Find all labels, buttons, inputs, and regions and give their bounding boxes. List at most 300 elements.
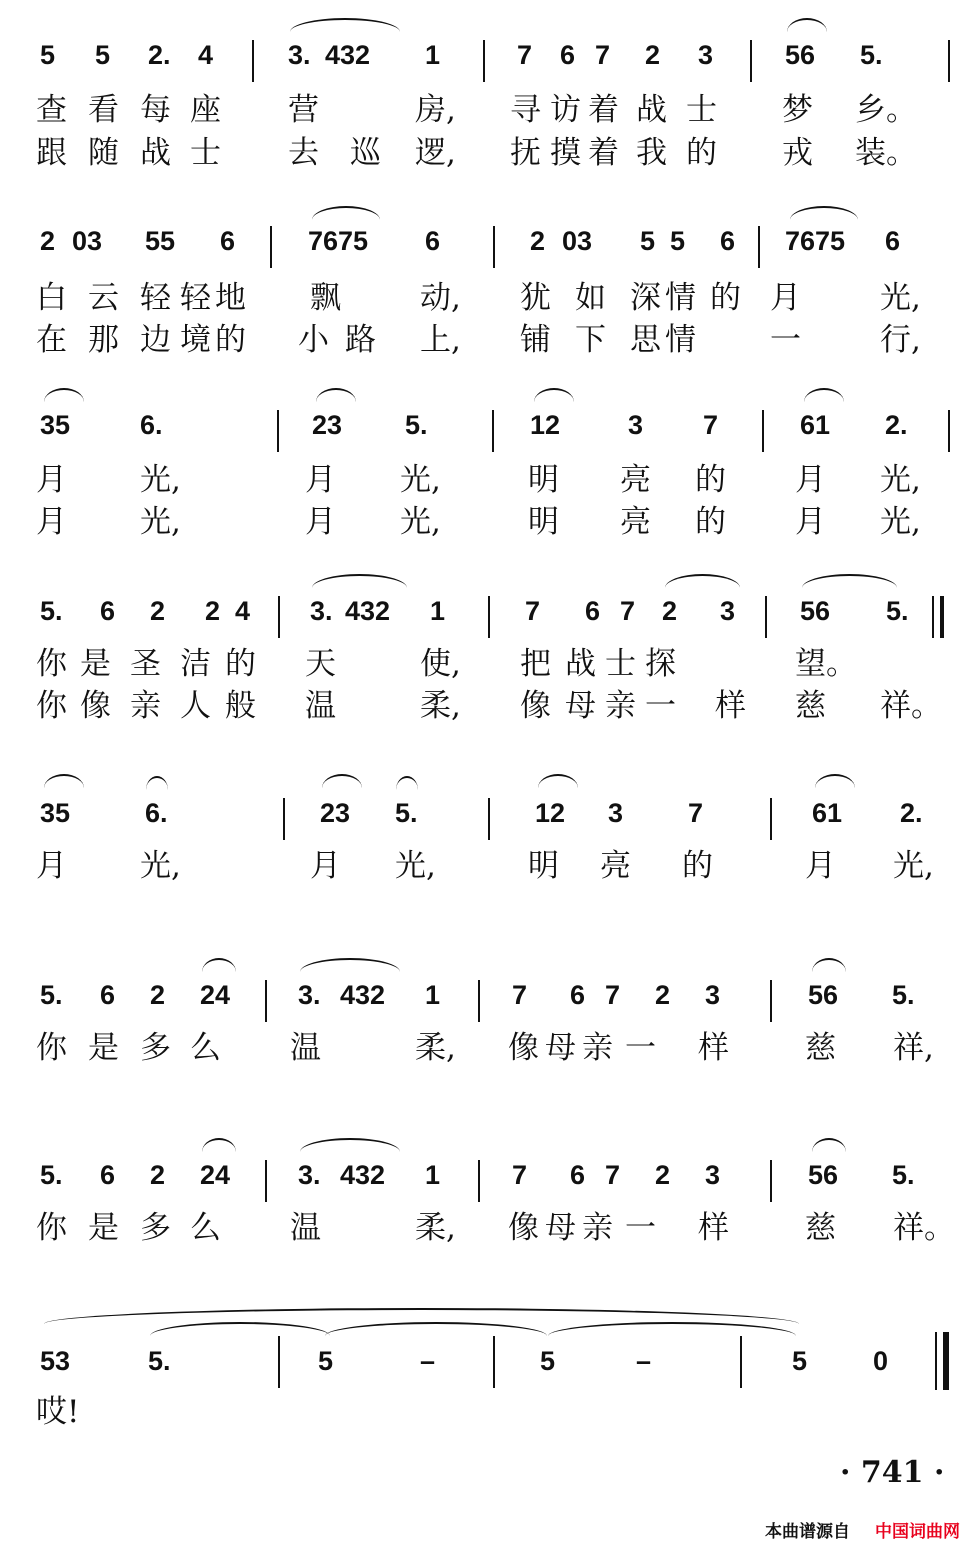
lyric-char: 光, <box>400 462 441 498</box>
lyric-char: 明 <box>528 848 559 884</box>
barline <box>278 596 280 638</box>
lyric-char: 多 <box>140 1210 171 1246</box>
note: 5. <box>860 40 883 70</box>
notation-row <box>0 980 972 1020</box>
barline <box>758 226 760 268</box>
lyric-char: 柔, <box>415 1030 456 1066</box>
lyric-char: 一 <box>625 1210 656 1246</box>
lyric-char: 的 <box>695 504 726 540</box>
lyric-char: 的 <box>215 322 246 358</box>
lyric-char: 随 <box>88 135 119 171</box>
note: 432 <box>325 40 371 70</box>
note: 3. <box>310 596 333 626</box>
lyric-verse-2 <box>0 504 972 544</box>
barline <box>765 596 767 638</box>
note: 2 <box>530 226 546 256</box>
barline <box>265 1160 267 1202</box>
note: 2 <box>150 980 166 1010</box>
lyric-verse-2 <box>0 688 972 728</box>
lyric-char: 母 <box>545 1210 576 1246</box>
note: 53 <box>40 1346 71 1376</box>
lyric-char: 月 <box>36 504 67 540</box>
note: 3. <box>298 1160 321 1190</box>
note: 61 <box>812 798 843 828</box>
notation-row <box>0 798 972 838</box>
note: 432 <box>340 1160 386 1190</box>
lyric-char: 慈 <box>805 1030 836 1066</box>
lyric-verse-2 <box>0 322 972 362</box>
lyric-char: 轻 <box>180 280 211 316</box>
note: 3 <box>608 798 624 828</box>
note: 5 <box>670 226 686 256</box>
note: 432 <box>345 596 391 626</box>
note: 12 <box>535 798 566 828</box>
lyric-char: 么 <box>190 1210 221 1246</box>
note: 1 <box>430 596 446 626</box>
lyric-char: 犹 <box>520 280 551 316</box>
note: 03 <box>72 226 103 256</box>
lyric-char: 光, <box>140 504 181 540</box>
note: 5 <box>792 1346 808 1376</box>
lyric-char: 边 <box>140 322 171 358</box>
note: 5. <box>892 1160 915 1190</box>
lyric-char: 哎! <box>36 1394 80 1430</box>
barline <box>488 596 490 638</box>
note: 5 <box>40 40 56 70</box>
page-number: · 741 · <box>840 1455 945 1490</box>
note: 5 <box>95 40 111 70</box>
lyric-char: 房, <box>415 92 456 128</box>
lyric-char: 光, <box>395 848 436 884</box>
lyric-char: 光, <box>880 462 921 498</box>
fermata <box>146 776 168 790</box>
lyric-char: 天 <box>305 646 336 682</box>
lyric-char: 白 <box>36 280 67 316</box>
note: 6 <box>885 226 901 256</box>
lyric-verse-1 <box>0 1394 972 1434</box>
lyric-verse-1 <box>0 848 972 888</box>
note: 3 <box>720 596 736 626</box>
note: 3 <box>698 40 714 70</box>
lyric-char: 亲 <box>582 1030 613 1066</box>
note: 6 <box>100 1160 116 1190</box>
lyric-char: 月 <box>36 848 67 884</box>
barline <box>948 40 950 82</box>
note: – <box>420 1346 436 1376</box>
lyric-char: 慈 <box>795 688 826 724</box>
note: 5. <box>148 1346 171 1376</box>
note: 7 <box>703 410 719 440</box>
slur <box>802 574 897 588</box>
note: 432 <box>340 980 386 1010</box>
note: 1 <box>425 980 441 1010</box>
note: 2. <box>885 410 908 440</box>
note: 2 <box>40 226 56 256</box>
lyric-char: 柔, <box>420 688 461 724</box>
lyric-char: 你 <box>36 1030 67 1066</box>
lyric-char: 样 <box>698 1210 729 1246</box>
note: 5 <box>640 226 656 256</box>
note: 7 <box>525 596 541 626</box>
lyric-char: 深 <box>630 280 661 316</box>
note: 7675 <box>785 226 846 256</box>
note: 23 <box>320 798 351 828</box>
barline <box>740 1336 742 1388</box>
note: 7 <box>517 40 533 70</box>
note: 61 <box>800 410 831 440</box>
lyric-char: 的 <box>225 646 256 682</box>
lyric-char: 月 <box>305 504 336 540</box>
lyric-char: 月 <box>795 504 826 540</box>
lyric-char: 营 <box>288 92 319 128</box>
slur <box>202 958 236 972</box>
slur <box>290 18 400 32</box>
tie <box>150 1322 330 1336</box>
lyric-char: 的 <box>710 280 741 316</box>
barline <box>770 980 772 1022</box>
lyric-char: 么 <box>190 1030 221 1066</box>
lyric-char: 样 <box>715 688 746 724</box>
slur <box>812 958 846 972</box>
lyric-char: 座 <box>190 92 221 128</box>
lyric-char: 明 <box>528 462 559 498</box>
lyric-char: 士 <box>190 135 221 171</box>
barline <box>750 40 752 82</box>
barline <box>478 980 480 1022</box>
lyric-char: 祥。 <box>880 688 942 724</box>
lyric-char: 光, <box>400 504 441 540</box>
note: 2 <box>150 1160 166 1190</box>
lyric-char: 像 <box>520 688 551 724</box>
note: 24 <box>200 980 231 1010</box>
lyric-char: 像 <box>80 688 111 724</box>
lyric-char: 轻 <box>140 280 171 316</box>
lyric-char: 祥。 <box>893 1210 955 1246</box>
lyric-char: 光, <box>140 848 181 884</box>
note: 03 <box>562 226 593 256</box>
slur <box>44 774 84 788</box>
lyric-char: 的 <box>695 462 726 498</box>
note: 5 <box>540 1346 556 1376</box>
note: 5. <box>886 596 909 626</box>
lyric-char: 月 <box>305 462 336 498</box>
lyric-verse-1 <box>0 1210 972 1250</box>
barline <box>770 1160 772 1202</box>
note: 56 <box>800 596 831 626</box>
lyric-char: 一 <box>770 322 801 358</box>
lyric-char: 月 <box>310 848 341 884</box>
note: 3 <box>628 410 644 440</box>
lyric-char: 战 <box>636 92 667 128</box>
note: 0 <box>873 1346 889 1376</box>
notation-row <box>0 40 972 80</box>
lyric-char: 多 <box>140 1030 171 1066</box>
lyric-char: 望。 <box>795 646 857 682</box>
note: 7675 <box>308 226 369 256</box>
slur <box>815 774 855 788</box>
lyric-char: 查 <box>36 92 67 128</box>
lyric-char: 亲 <box>605 688 636 724</box>
lyric-char: 一 <box>645 688 676 724</box>
note: 7 <box>512 1160 528 1190</box>
lyric-char: 看 <box>88 92 119 128</box>
lyric-char: 月 <box>795 462 826 498</box>
lyric-char: 装。 <box>855 135 917 171</box>
lyric-char: 战 <box>565 646 596 682</box>
tie <box>325 1322 547 1336</box>
lyric-char: 境 <box>180 322 211 358</box>
lyric-char: 亲 <box>582 1210 613 1246</box>
lyric-char: 寻 <box>510 92 541 128</box>
slur <box>534 388 574 402</box>
lyric-char: 探 <box>645 646 676 682</box>
note: 55 <box>145 226 176 256</box>
slur <box>665 574 740 588</box>
lyric-char: 明 <box>528 504 559 540</box>
note: 5 <box>318 1346 334 1376</box>
lyric-char: 的 <box>686 135 717 171</box>
note: 56 <box>808 1160 839 1190</box>
lyric-char: 着 <box>588 135 619 171</box>
note: 5. <box>405 410 428 440</box>
barline <box>948 410 950 452</box>
lyric-char: 是 <box>88 1210 119 1246</box>
note: – <box>636 1346 652 1376</box>
tie <box>548 1322 796 1336</box>
lyric-char: 逻, <box>415 135 456 171</box>
lyric-char: 人 <box>180 688 211 724</box>
note: 6 <box>585 596 601 626</box>
note: 56 <box>785 40 816 70</box>
lyric-char: 那 <box>88 322 119 358</box>
lyric-char: 去 <box>288 135 319 171</box>
note: 6 <box>570 1160 586 1190</box>
lyric-char: 战 <box>140 135 171 171</box>
note: 12 <box>530 410 561 440</box>
slur <box>804 388 844 402</box>
note: 2 <box>150 596 166 626</box>
barline <box>270 226 272 268</box>
slur <box>538 774 578 788</box>
lyric-char: 是 <box>80 646 111 682</box>
lyric-char: 使, <box>420 646 461 682</box>
lyric-char: 着 <box>588 92 619 128</box>
lyric-char: 小 <box>298 322 329 358</box>
notation-row <box>0 596 972 636</box>
final-barline <box>943 1332 949 1390</box>
slur <box>790 206 858 220</box>
lyric-char: 温 <box>290 1210 321 1246</box>
lyric-char: 柔, <box>415 1210 456 1246</box>
lyric-verse-1 <box>0 462 972 502</box>
repeat-barline <box>940 596 944 638</box>
slur <box>812 1138 846 1152</box>
lyric-char: 乡。 <box>855 92 917 128</box>
lyric-char: 的 <box>682 848 713 884</box>
note: 5. <box>40 980 63 1010</box>
lyric-char: 情 <box>665 322 696 358</box>
note: 2 <box>662 596 678 626</box>
slur <box>202 1138 236 1152</box>
lyric-verse-2 <box>0 135 972 175</box>
lyric-char: 情 <box>665 280 696 316</box>
note: 7 <box>595 40 611 70</box>
lyric-char: 亲 <box>130 688 161 724</box>
lyric-char: 像 <box>508 1030 539 1066</box>
note: 5. <box>892 980 915 1010</box>
slur <box>44 388 84 402</box>
note: 35 <box>40 410 71 440</box>
lyric-char: 上, <box>420 322 461 358</box>
note: 2 <box>655 1160 671 1190</box>
barline <box>252 40 254 82</box>
lyric-char: 士 <box>605 646 636 682</box>
lyric-char: 动, <box>420 280 461 316</box>
barline <box>488 798 490 840</box>
lyric-char: 摸 <box>550 135 581 171</box>
note: 5. <box>395 798 418 828</box>
notation-row <box>0 410 972 450</box>
lyric-verse-1 <box>0 646 972 686</box>
lyric-char: 士 <box>686 92 717 128</box>
lyric-char: 把 <box>520 646 551 682</box>
lyric-char: 温 <box>290 1030 321 1066</box>
barline <box>483 40 485 82</box>
lyric-char: 亮 <box>620 462 651 498</box>
lyric-char: 如 <box>575 280 606 316</box>
lyric-char: 访 <box>550 92 581 128</box>
lyric-char: 你 <box>36 688 67 724</box>
note: 2. <box>900 798 923 828</box>
lyric-char: 光, <box>880 504 921 540</box>
lyric-char: 一 <box>625 1030 656 1066</box>
lyric-char: 光, <box>140 462 181 498</box>
note: 6. <box>145 798 168 828</box>
note: 56 <box>808 980 839 1010</box>
note: 6. <box>140 410 163 440</box>
lyric-verse-1 <box>0 92 972 132</box>
lyric-char: 样 <box>698 1030 729 1066</box>
note: 6 <box>100 980 116 1010</box>
barline <box>493 1336 495 1388</box>
notation-row <box>0 1346 972 1386</box>
lyric-char: 铺 <box>520 322 551 358</box>
lyric-char: 你 <box>36 1210 67 1246</box>
barline <box>277 410 279 452</box>
notation-row <box>0 1160 972 1200</box>
note: 3. <box>288 40 311 70</box>
barline <box>265 980 267 1022</box>
lyric-char: 光, <box>880 280 921 316</box>
note: 35 <box>40 798 71 828</box>
barline <box>278 1336 280 1388</box>
lyric-char: 飘 <box>310 280 341 316</box>
lyric-char: 跟 <box>36 135 67 171</box>
note: 5. <box>40 1160 63 1190</box>
barline <box>762 410 764 452</box>
note: 1 <box>425 40 441 70</box>
slur <box>316 388 356 402</box>
notation-row <box>0 226 972 266</box>
lyric-char: 巡 <box>350 135 381 171</box>
lyric-char: 抚 <box>510 135 541 171</box>
lyric-char: 光, <box>893 848 934 884</box>
note: 7 <box>620 596 636 626</box>
slur <box>322 774 362 788</box>
lyric-char: 地 <box>215 280 246 316</box>
lyric-char: 祥, <box>893 1030 934 1066</box>
lyric-char: 月 <box>805 848 836 884</box>
lyric-char: 慈 <box>805 1210 836 1246</box>
lyric-char: 亮 <box>600 848 631 884</box>
note: 2 <box>655 980 671 1010</box>
lyric-char: 亮 <box>620 504 651 540</box>
footer-site-link[interactable]: 中国词曲网 <box>875 1522 960 1542</box>
lyric-char: 戎 <box>782 135 813 171</box>
note: 2 <box>205 596 221 626</box>
repeat-barline <box>932 596 934 638</box>
lyric-char: 母 <box>545 1030 576 1066</box>
barline <box>770 798 772 840</box>
lyric-char: 温 <box>305 688 336 724</box>
note: 5. <box>40 596 63 626</box>
lyric-char: 母 <box>565 688 596 724</box>
lyric-char: 思 <box>630 322 661 358</box>
lyric-char: 每 <box>140 92 171 128</box>
lyric-char: 般 <box>225 688 256 724</box>
note: 4 <box>198 40 214 70</box>
note: 3. <box>298 980 321 1010</box>
note: 2. <box>148 40 171 70</box>
note: 4 <box>235 596 251 626</box>
note: 23 <box>312 410 343 440</box>
barline <box>283 798 285 840</box>
lyric-verse-1 <box>0 1030 972 1070</box>
note: 3 <box>705 980 721 1010</box>
lyric-verse-1 <box>0 280 972 320</box>
note: 6 <box>720 226 736 256</box>
note: 7 <box>512 980 528 1010</box>
final-barline <box>935 1332 937 1390</box>
barline <box>478 1160 480 1202</box>
slur <box>300 1138 400 1152</box>
note: 7 <box>605 980 621 1010</box>
slur <box>312 574 407 588</box>
note: 2 <box>645 40 661 70</box>
note: 3 <box>705 1160 721 1190</box>
lyric-char: 月 <box>36 462 67 498</box>
note: 6 <box>425 226 441 256</box>
note: 7 <box>605 1160 621 1190</box>
note: 6 <box>570 980 586 1010</box>
lyric-char: 洁 <box>180 646 211 682</box>
lyric-char: 下 <box>575 322 606 358</box>
note: 6 <box>220 226 236 256</box>
footer-source-label: 本曲谱源自 <box>765 1522 850 1542</box>
lyric-char: 圣 <box>130 646 161 682</box>
barline <box>492 410 494 452</box>
lyric-char: 云 <box>88 280 119 316</box>
note: 1 <box>425 1160 441 1190</box>
lyric-char: 行, <box>880 322 921 358</box>
note: 24 <box>200 1160 231 1190</box>
lyric-char: 月 <box>770 280 801 316</box>
slur <box>312 206 380 220</box>
slur <box>787 18 827 32</box>
lyric-char: 梦 <box>782 92 813 128</box>
note: 6 <box>560 40 576 70</box>
fermata <box>396 776 418 790</box>
